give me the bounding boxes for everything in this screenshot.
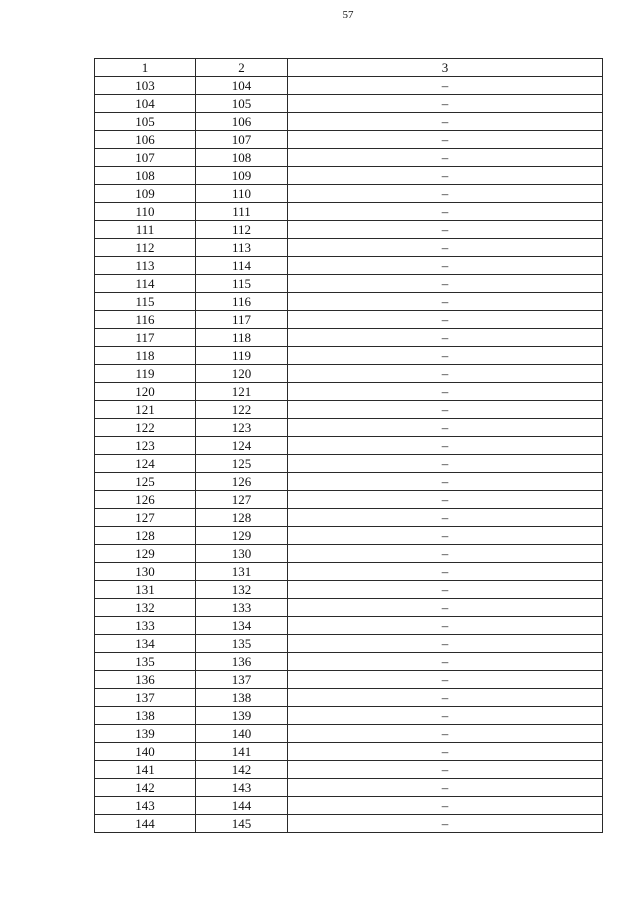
- table-cell: –: [288, 581, 603, 599]
- table-row: [95, 365, 603, 383]
- table-cell: –: [288, 815, 603, 833]
- table-row: [95, 203, 603, 221]
- table-cell: –: [288, 419, 603, 437]
- table-cell: –: [288, 545, 603, 563]
- table-cell: 122: [196, 401, 288, 419]
- table-row: [95, 473, 603, 491]
- table-cell: 119: [95, 365, 196, 383]
- table-cell: 118: [196, 329, 288, 347]
- table-cell: 126: [196, 473, 288, 491]
- table-cell: –: [288, 365, 603, 383]
- table-row: [95, 545, 603, 563]
- table-cell: 141: [95, 761, 196, 779]
- table-cell: 104: [196, 77, 288, 95]
- table-row: [95, 707, 603, 725]
- table-row: [95, 275, 603, 293]
- table-cell: 144: [95, 815, 196, 833]
- table-cell: 117: [95, 329, 196, 347]
- table-cell: 115: [95, 293, 196, 311]
- table-cell: –: [288, 653, 603, 671]
- table-cell: –: [288, 185, 603, 203]
- table-row: [95, 401, 603, 419]
- table-body: [95, 59, 603, 833]
- table-row: [95, 653, 603, 671]
- table-row: [95, 167, 603, 185]
- table-cell: 136: [95, 671, 196, 689]
- table-cell: 120: [95, 383, 196, 401]
- table-cell: 113: [196, 239, 288, 257]
- table-cell: 106: [95, 131, 196, 149]
- table-cell: –: [288, 437, 603, 455]
- table-row: [95, 239, 603, 257]
- table-cell: 141: [196, 743, 288, 761]
- table-cell: –: [288, 113, 603, 131]
- table-row: [95, 671, 603, 689]
- table-cell: 107: [196, 131, 288, 149]
- table-cell: 105: [196, 95, 288, 113]
- table-cell: –: [288, 563, 603, 581]
- table-cell: 112: [196, 221, 288, 239]
- table-cell: 134: [95, 635, 196, 653]
- table-row: [95, 617, 603, 635]
- table-row: [95, 455, 603, 473]
- table-cell: –: [288, 707, 603, 725]
- table-cell: –: [288, 455, 603, 473]
- table-cell: 121: [95, 401, 196, 419]
- column-header: 1: [95, 59, 196, 77]
- table-cell: –: [288, 401, 603, 419]
- table-cell: 124: [95, 455, 196, 473]
- table-cell: –: [288, 671, 603, 689]
- table-row: [95, 311, 603, 329]
- table-row: [95, 563, 603, 581]
- table-cell: 127: [95, 509, 196, 527]
- table-row: [95, 329, 603, 347]
- table-row: [95, 797, 603, 815]
- table-cell: 104: [95, 95, 196, 113]
- table-cell: –: [288, 257, 603, 275]
- table-cell: –: [288, 347, 603, 365]
- table-cell: 120: [196, 365, 288, 383]
- table-cell: 144: [196, 797, 288, 815]
- table-cell: 106: [196, 113, 288, 131]
- table-row: [95, 815, 603, 833]
- table-cell: 132: [95, 599, 196, 617]
- table-cell: 139: [95, 725, 196, 743]
- table-cell: –: [288, 239, 603, 257]
- table-cell: –: [288, 599, 603, 617]
- column-header: 3: [288, 59, 603, 77]
- table-cell: –: [288, 491, 603, 509]
- table-cell: 107: [95, 149, 196, 167]
- table-row: [95, 509, 603, 527]
- table-cell: 137: [95, 689, 196, 707]
- data-table: [94, 58, 603, 833]
- table-cell: 136: [196, 653, 288, 671]
- table-row: [95, 761, 603, 779]
- table-row: [95, 77, 603, 95]
- table-cell: 127: [196, 491, 288, 509]
- table-cell: 116: [196, 293, 288, 311]
- table-cell: 109: [95, 185, 196, 203]
- table-cell: 108: [95, 167, 196, 185]
- table-cell: 135: [196, 635, 288, 653]
- table-cell: 134: [196, 617, 288, 635]
- table-cell: 135: [95, 653, 196, 671]
- table-cell: 130: [95, 563, 196, 581]
- table-cell: 114: [95, 275, 196, 293]
- table-row: [95, 689, 603, 707]
- table-cell: –: [288, 509, 603, 527]
- table-cell: –: [288, 797, 603, 815]
- table-row: [95, 131, 603, 149]
- table-cell: 139: [196, 707, 288, 725]
- table-cell: –: [288, 77, 603, 95]
- table-cell: –: [288, 383, 603, 401]
- table-row: [95, 95, 603, 113]
- table-cell: 137: [196, 671, 288, 689]
- table-cell: 110: [95, 203, 196, 221]
- table-cell: 130: [196, 545, 288, 563]
- table-cell: –: [288, 311, 603, 329]
- table-row: [95, 419, 603, 437]
- table-cell: 143: [196, 779, 288, 797]
- page-number: 57: [342, 9, 354, 21]
- table-cell: 103: [95, 77, 196, 95]
- table-cell: 132: [196, 581, 288, 599]
- table-cell: –: [288, 329, 603, 347]
- table-cell: 125: [95, 473, 196, 491]
- table-cell: –: [288, 203, 603, 221]
- table-cell: 115: [196, 275, 288, 293]
- table-cell: –: [288, 149, 603, 167]
- table-cell: 131: [196, 563, 288, 581]
- table-cell: 125: [196, 455, 288, 473]
- table-cell: –: [288, 473, 603, 491]
- table-cell: 109: [196, 167, 288, 185]
- table-cell: 126: [95, 491, 196, 509]
- table-row: [95, 293, 603, 311]
- table-cell: 110: [196, 185, 288, 203]
- table-cell: 105: [95, 113, 196, 131]
- table-row: [95, 383, 603, 401]
- table-cell: 117: [196, 311, 288, 329]
- table-cell: 111: [196, 203, 288, 221]
- table-cell: 138: [196, 689, 288, 707]
- table-cell: 108: [196, 149, 288, 167]
- table-row: [95, 527, 603, 545]
- table-cell: –: [288, 779, 603, 797]
- table-row: [95, 221, 603, 239]
- table-cell: 123: [196, 419, 288, 437]
- table-cell: –: [288, 95, 603, 113]
- table-row: [95, 599, 603, 617]
- table-cell: 143: [95, 797, 196, 815]
- table-cell: –: [288, 293, 603, 311]
- table-row: [95, 581, 603, 599]
- table-cell: –: [288, 761, 603, 779]
- table-cell: 129: [196, 527, 288, 545]
- table-cell: 112: [95, 239, 196, 257]
- table-cell: 133: [95, 617, 196, 635]
- table-cell: 129: [95, 545, 196, 563]
- table-row: [95, 149, 603, 167]
- table-cell: 111: [95, 221, 196, 239]
- table-cell: 119: [196, 347, 288, 365]
- table-cell: 140: [196, 725, 288, 743]
- table-row: [95, 347, 603, 365]
- table-cell: 118: [95, 347, 196, 365]
- table-cell: 124: [196, 437, 288, 455]
- table-cell: 140: [95, 743, 196, 761]
- table-row: [95, 113, 603, 131]
- table-cell: 128: [95, 527, 196, 545]
- table-row: [95, 437, 603, 455]
- table-cell: 121: [196, 383, 288, 401]
- table-cell: 138: [95, 707, 196, 725]
- table-cell: –: [288, 221, 603, 239]
- table-cell: –: [288, 635, 603, 653]
- table-cell: 113: [95, 257, 196, 275]
- table-cell: –: [288, 131, 603, 149]
- table-cell: –: [288, 689, 603, 707]
- table-cell: –: [288, 743, 603, 761]
- table-cell: –: [288, 725, 603, 743]
- table-cell: 133: [196, 599, 288, 617]
- table-cell: –: [288, 167, 603, 185]
- table-row: [95, 257, 603, 275]
- table-cell: 142: [95, 779, 196, 797]
- table-row: [95, 635, 603, 653]
- table-cell: 116: [95, 311, 196, 329]
- table-cell: –: [288, 527, 603, 545]
- table-row: [95, 779, 603, 797]
- table-cell: 114: [196, 257, 288, 275]
- table-cell: 131: [95, 581, 196, 599]
- table-header-row: [95, 59, 603, 77]
- table-cell: –: [288, 617, 603, 635]
- table-row: [95, 725, 603, 743]
- table-cell: 128: [196, 509, 288, 527]
- table-row: [95, 491, 603, 509]
- table-cell: 142: [196, 761, 288, 779]
- table-row: [95, 743, 603, 761]
- table-cell: 145: [196, 815, 288, 833]
- table-cell: –: [288, 275, 603, 293]
- table-row: [95, 185, 603, 203]
- column-header: 2: [196, 59, 288, 77]
- table-cell: 122: [95, 419, 196, 437]
- table-cell: 123: [95, 437, 196, 455]
